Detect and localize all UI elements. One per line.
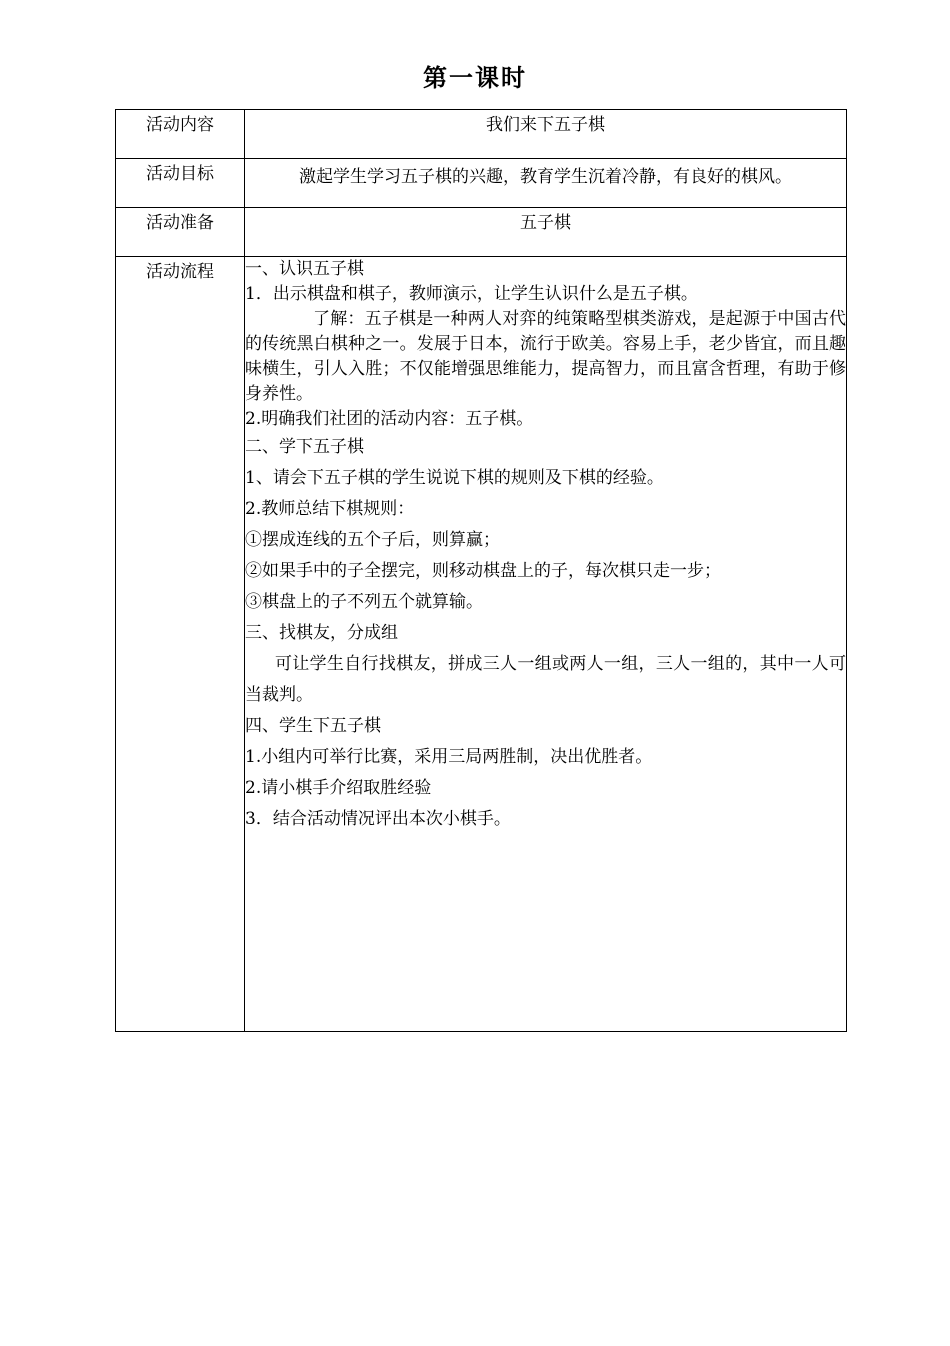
row-activity-prep: [116, 208, 847, 257]
flow-rule: ②如果手中的子全摆完，则移动棋盘上的子，每次棋只走一步；: [245, 561, 721, 581]
flow-paragraph: 可让学生自行找棋友，拼成三人一组或两人一组，三人一组的，其中一人可当裁判。: [245, 654, 846, 705]
page-title: 第一课时: [423, 63, 527, 92]
value-activity-content: 我们来下五子棋: [245, 110, 847, 159]
flow-rule: ①摆成连线的五个子后，则算赢；: [245, 530, 500, 550]
flow-heading-2: 二、学下五子棋: [245, 437, 364, 457]
row-activity-flow: [116, 257, 847, 1032]
flow-line: 2.教师总结下棋规则：: [245, 499, 415, 519]
label-activity-content: 活动内容: [116, 110, 245, 159]
flow-heading-3: 三、找棋友，分成组: [245, 623, 398, 643]
label-activity-flow: 活动流程: [116, 257, 245, 1032]
row-activity-content: [116, 110, 847, 159]
flow-line: 1．出示棋盘和棋子，教师演示，让学生认识什么是五子棋。: [245, 284, 698, 304]
flow-line: 1、请会下五子棋的学生说说下棋的规则及下棋的经验。: [245, 468, 664, 488]
value-activity-flow: [245, 257, 847, 1032]
flow-line: 1.小组内可举行比赛，采用三局两胜制，决出优胜者。: [245, 747, 653, 767]
label-activity-prep: 活动准备: [116, 208, 245, 257]
activity-plan-table: [115, 109, 847, 1032]
value-activity-prep: 五子棋: [245, 208, 847, 257]
flow-line: 3．结合活动情况评出本次小棋手。: [245, 809, 511, 829]
value-activity-goal: 激起学生学习五子棋的兴趣，教育学生沉着冷静，有良好的棋风。: [245, 159, 847, 208]
row-activity-goal: [116, 159, 847, 208]
label-activity-goal: 活动目标: [116, 159, 245, 208]
flow-heading-1: 一、认识五子棋: [245, 259, 364, 279]
flow-paragraph: 了解：五子棋是一种两人对弈的纯策略型棋类游戏，是起源于中国古代的传统黑白棋种之一。发展于日本，流行于欧美。容易上手，老少皆宜，而且趣味横生，引人入胜；不仅能增强思维能力，提高智力，而且富含哲理，有助于修身养性。: [245, 309, 846, 404]
flow-line: 2.明确我们社团的活动内容：五子棋。: [245, 409, 534, 429]
flow-rule: ③棋盘上的子不列五个就算输。: [245, 592, 483, 612]
flow-heading-4: 四、学生下五子棋: [245, 716, 381, 736]
flow-line: 2.请小棋手介绍取胜经验: [245, 778, 432, 798]
